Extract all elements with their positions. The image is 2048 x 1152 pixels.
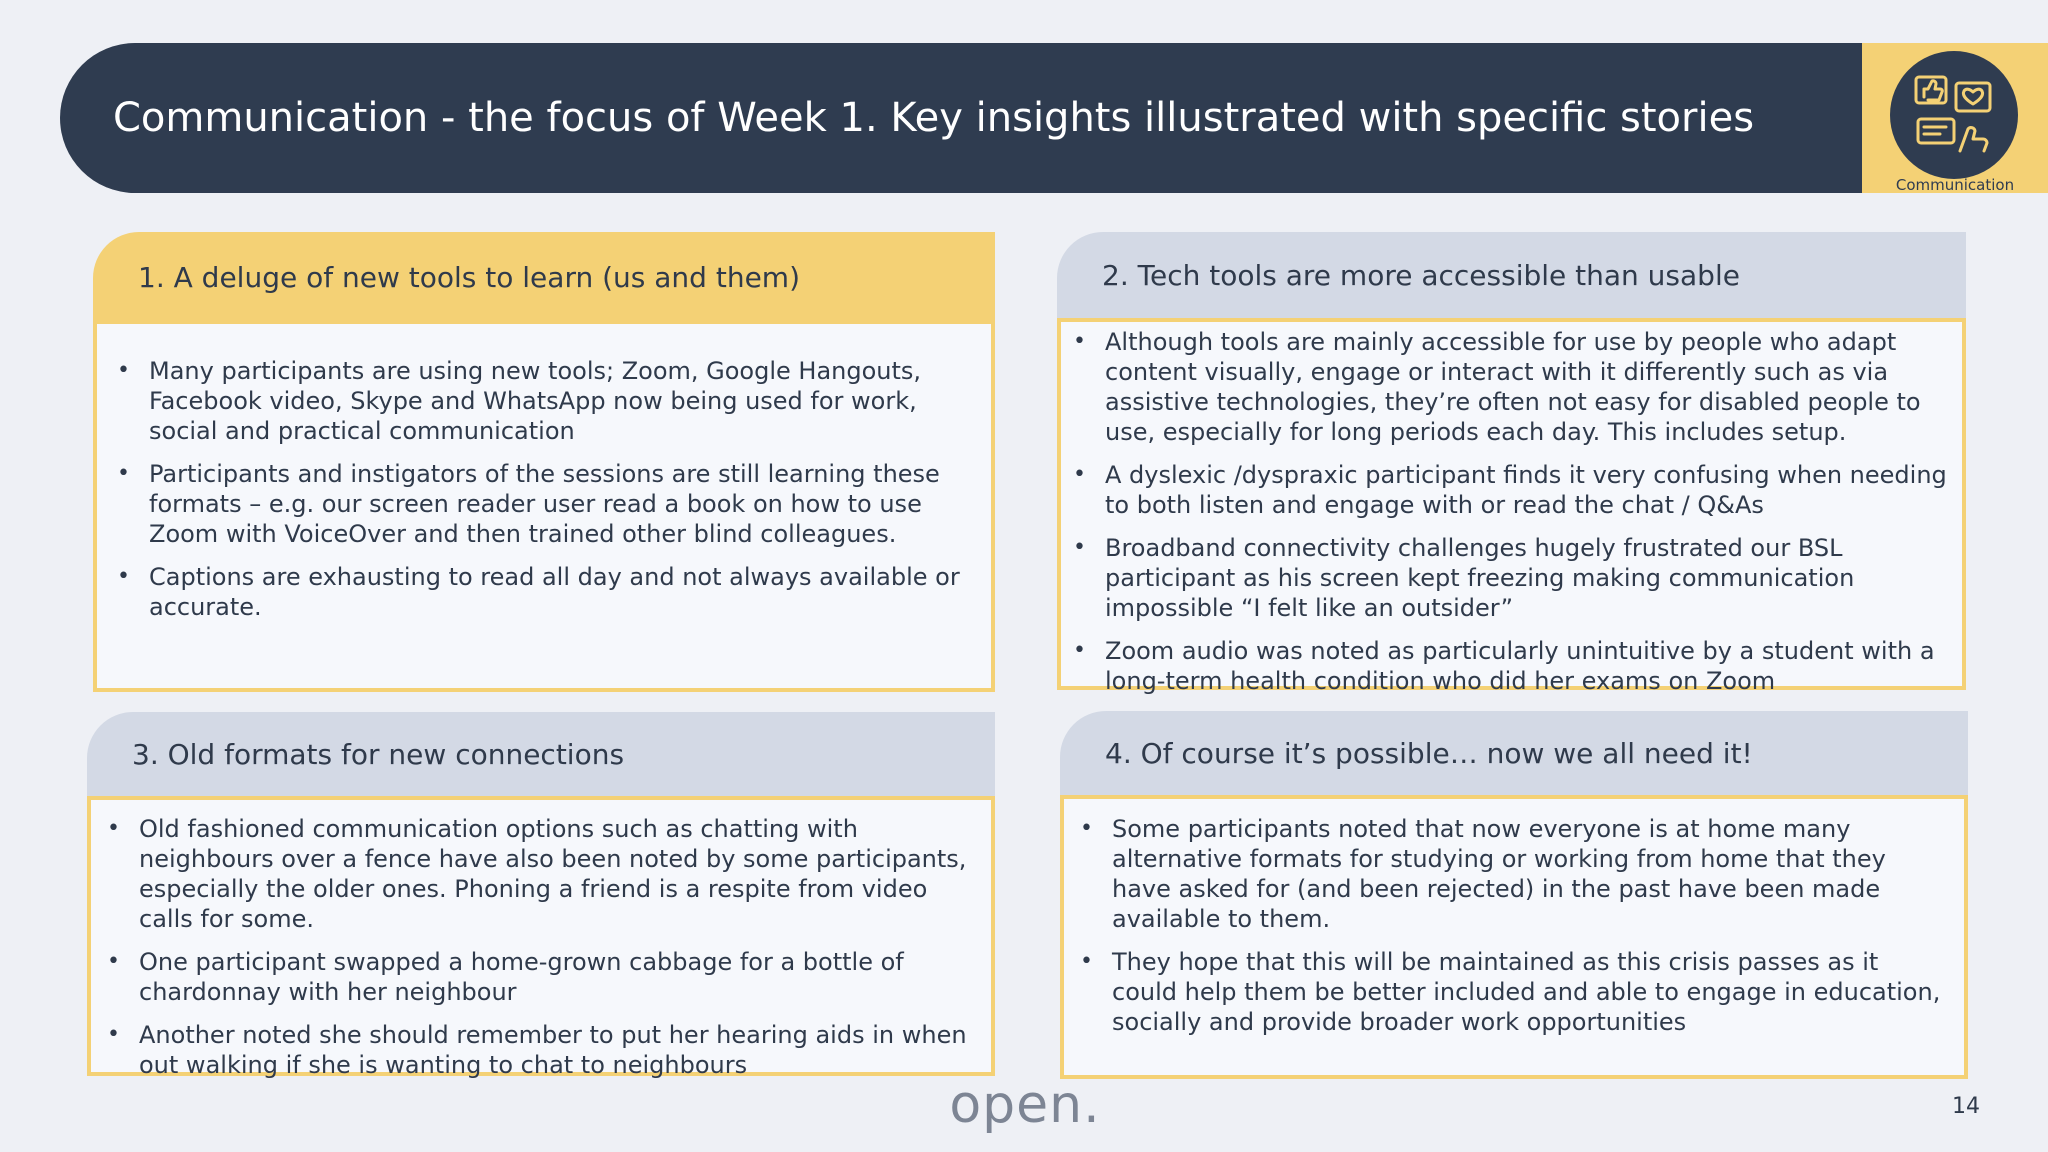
panel-3-heading	[87, 712, 995, 798]
panel-1-heading	[93, 232, 995, 322]
panel-3-bullets	[107, 814, 977, 1093]
header-bar	[60, 43, 1862, 193]
panel-2-body	[1057, 318, 1966, 695]
panel-3-heading-text: 3. Old formats for new connections	[132, 738, 625, 771]
panel-4-body	[1060, 795, 1968, 1079]
panel-1-bullets	[117, 356, 977, 635]
panel-4-heading	[1060, 711, 1968, 797]
section-badge	[1862, 43, 2048, 193]
communication-icon	[1890, 51, 2018, 179]
panel-4-bullets	[1080, 814, 1950, 1050]
panel-3-body	[87, 796, 995, 1079]
list-item: • Many participants are using new tools; Zoom, Google Hangouts, Facebook video, Skype and WhatsApp now being used for work, social and practical communication	[117, 356, 977, 446]
list-item: • Broadband connectivity challenges hugely frustrated our BSL participant as his screen kept freezing making communication impossible “I felt like an outsider”	[1073, 533, 1953, 623]
panel-1-heading-text: 1. A deluge of new tools to learn (us and them)	[138, 261, 800, 294]
page-number: 14	[1952, 1094, 1980, 1119]
panel-2-heading-text: 2. Tech tools are more accessible than usable	[1102, 259, 1740, 292]
list-item: • Old fashioned communication options such as chatting with neighbours over a fence have also been noted by some participants, especially the older ones. Phoning a friend is a respite from video calls for some.	[107, 814, 977, 934]
panel-2-bullets	[1073, 327, 1953, 709]
list-item: • Although tools are mainly accessible for use by people who adapt content visually, engage or interact with it differently such as via assistive technologies, they’re often not easy for disabled people to use, especially for long periods each day. This includes setup.	[1073, 327, 1953, 447]
panel-1-body	[93, 320, 995, 692]
badge-label: Communication	[1895, 176, 2015, 194]
panel-4-heading-text: 4. Of course it’s possible… now we all need it!	[1105, 737, 1753, 770]
panel-2-heading	[1057, 232, 1966, 320]
list-item: • One participant swapped a home-grown cabbage for a bottle of chardonnay with her neighbour	[107, 947, 977, 1007]
list-item: • They hope that this will be maintained as this crisis passes as it could help them be better included and able to engage in education, socially and provide broader work opportunities	[1080, 947, 1950, 1037]
list-item: • Some participants noted that now everyone is at home many alternative formats for studying or working from home that they have asked for (and been rejected) in the past have been made available to them.	[1080, 814, 1950, 934]
list-item: • Captions are exhausting to read all day and not always available or accurate.	[117, 562, 977, 622]
list-item: • Zoom audio was noted as particularly unintuitive by a student with a long-term health condition who did her exams on Zoom	[1073, 636, 1953, 696]
open-logo: open.	[949, 1075, 1101, 1135]
slide-title: Communication - the focus of Week 1. Key insights illustrated with specific stories	[113, 95, 1755, 141]
list-item: • Participants and instigators of the sessions are still learning these formats – e.g. our screen reader user read a book on how to use Zoom with VoiceOver and then trained other blind colleagues.	[117, 459, 977, 549]
list-item: • Another noted she should remember to put her hearing aids in when out walking if she is wanting to chat to neighbours	[107, 1020, 977, 1080]
list-item: • A dyslexic /dyspraxic participant finds it very confusing when needing to both listen and engage with or read the chat / Q&As	[1073, 460, 1953, 520]
